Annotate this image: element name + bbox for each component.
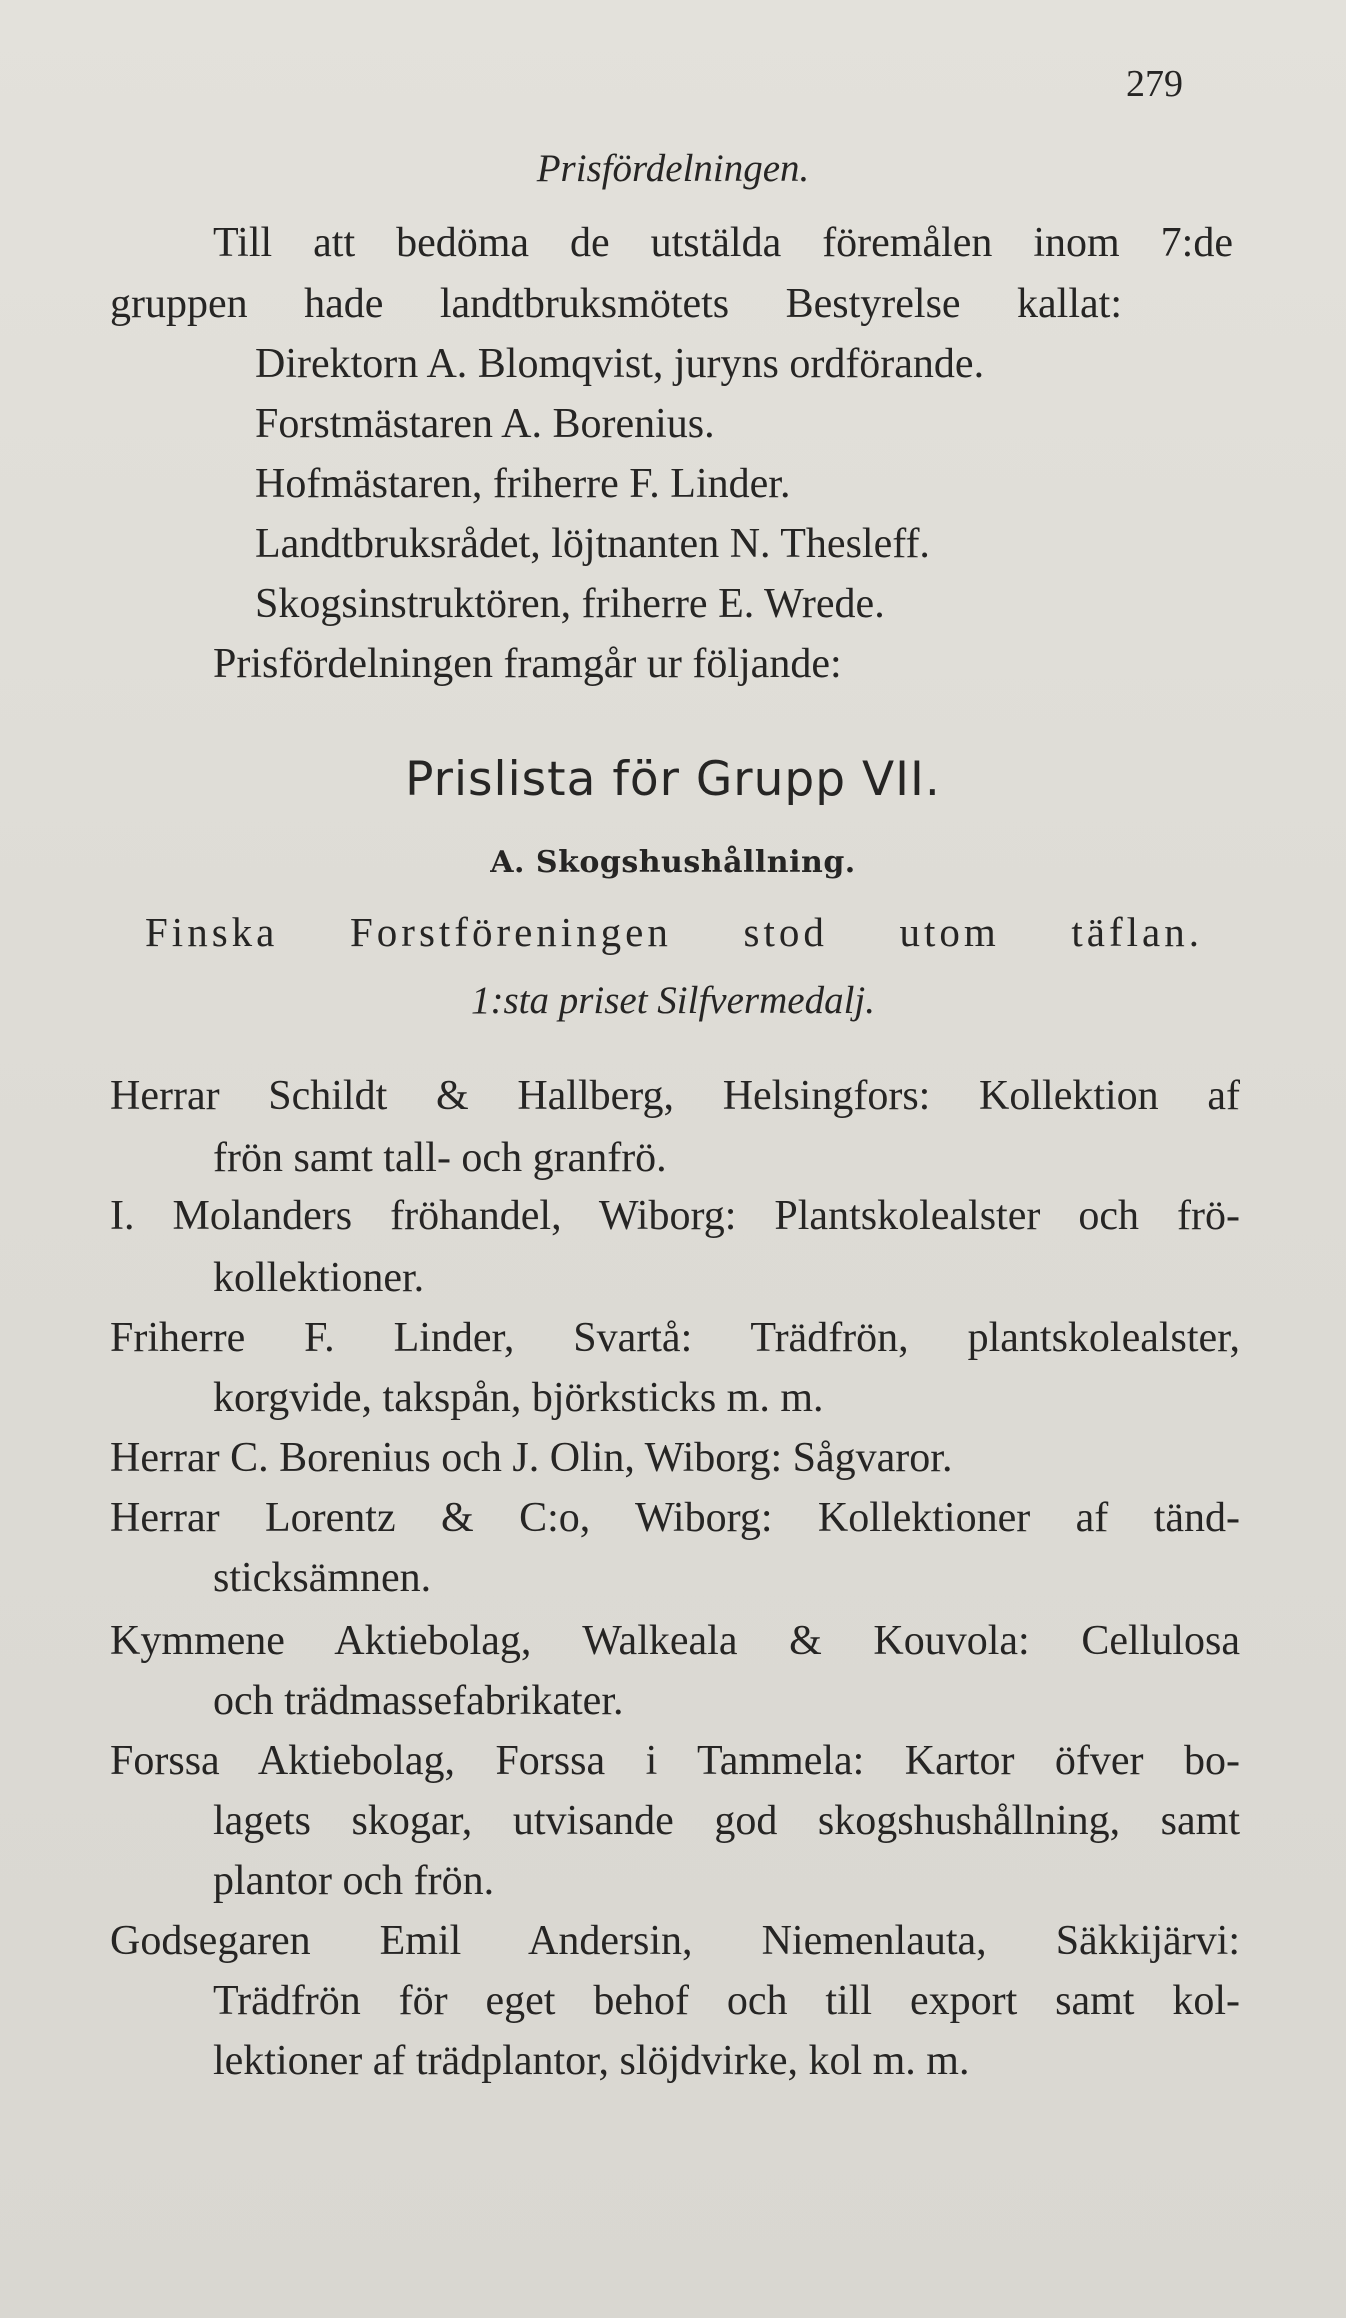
jury-member: Direktorn A. Blomqvist, juryns ordförande. [255, 341, 985, 387]
category-heading: A. Skogshushållning. [490, 845, 856, 880]
entry-line: Godsegaren Emil Andersin, Niemenlauta, Säkkijärvi: [110, 1918, 1240, 1964]
jury-member: Landtbruksrådet, löjtnanten N. Thesleff. [255, 521, 930, 567]
entry-line: Kymmene Aktiebolag, Walkeala & Kouvola: Cellulosa [110, 1618, 1240, 1664]
jury-member: Skogsinstruktören, friherre E. Wrede. [255, 581, 885, 627]
entry-line: sticksämnen. [213, 1555, 432, 1601]
entry-line: Friherre F. Linder, Svartå: Trädfrön, plantskolealster, [110, 1315, 1240, 1361]
entry-line: och trädmassefabrikater. [213, 1678, 624, 1724]
outside-competition-line: Finska Forstföreningen stod utom täflan. [145, 909, 1203, 955]
entry-line: lektioner af trädplantor, slöjdvirke, kol m. m. [213, 2038, 970, 2084]
page-number: 279 [1126, 63, 1183, 105]
price-list-title: Prislista för Grupp VII. [405, 752, 941, 807]
entry-line: Herrar C. Borenius och J. Olin, Wiborg: Sågvaror. [110, 1435, 953, 1481]
entry-line: Forssa Aktiebolag, Forssa i Tammela: Kartor öfver bo- [110, 1738, 1240, 1784]
entry-line: kollektioner. [213, 1255, 425, 1301]
prize-heading: 1:sta priset Silfvermedalj. [470, 979, 876, 1022]
section-heading: Prisfördelningen. [536, 147, 810, 190]
entry-line: I. Molanders fröhandel, Wiborg: Plantskolealster och frö- [110, 1193, 1240, 1239]
outro-line: Prisfördelningen framgår ur följande: [213, 641, 842, 687]
intro-line-1: Till att bedöma de utstälda föremålen inom 7:de [213, 220, 1233, 266]
entry-line: Trädfrön för eget behof och till export samt kol- [213, 1978, 1240, 2024]
entry-line: Herrar Lorentz & C:o, Wiborg: Kollektioner af tänd- [110, 1495, 1240, 1541]
entry-line: korgvide, takspån, björksticks m. m. [213, 1375, 824, 1421]
entry-line: lagets skogar, utvisande god skogshushållning, samt [213, 1798, 1240, 1844]
entry-line: Herrar Schildt & Hallberg, Helsingfors: Kollektion af [110, 1073, 1240, 1119]
intro-line-2: gruppen hade landtbruksmötets Bestyrelse kallat: [110, 281, 1122, 327]
entry-line: frön samt tall- och granfrö. [213, 1135, 667, 1181]
jury-member: Forstmästaren A. Borenius. [255, 401, 715, 447]
entry-line: plantor och frön. [213, 1858, 495, 1904]
jury-member: Hofmästaren, friherre F. Linder. [255, 461, 791, 507]
